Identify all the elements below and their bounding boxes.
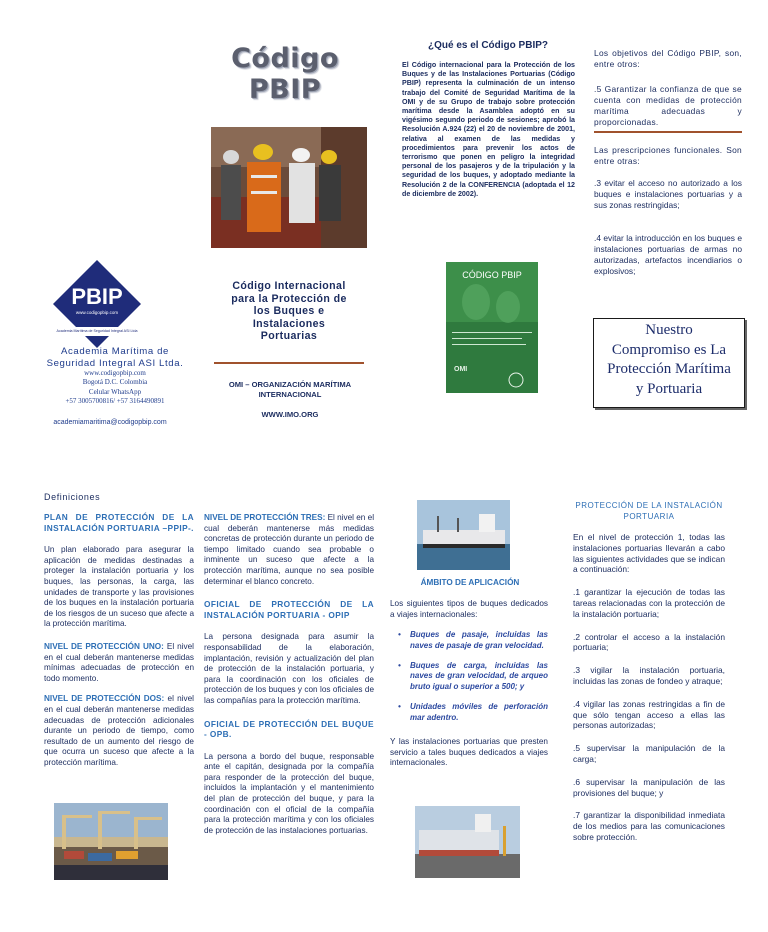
list-item: .5 supervisar la manipulación de la carga; — [573, 743, 725, 764]
level-one: NIVEL DE PROTECCIÓN UNO: El nivel en el cual deberán mantenerse medidas mínimas adecuadas de protección en todo momento. — [44, 641, 195, 683]
opip-title: OFICIAL DE PROTECCIÓN DE LA INSTALACIÓN PORTUARIA - OPIP — [204, 599, 374, 620]
opb-title: OFICIAL DE PROTECCIÓN DEL BUQUE - OPB. — [204, 718, 374, 740]
whatsapp-label: Celular WhatsApp — [88, 387, 142, 396]
port-intro: En el nivel de protección 1, todas las instalaciones portuarias llevarán a cabo las siguientes actividades que se indican a continuación: — [573, 532, 725, 575]
scope-outro: Y las instalaciones portuarias que presten servicio a tales buques dedicados a viajes internacionales. — [390, 737, 548, 768]
ppip-title: PLAN DE PROTECCIÓN DE LA INSTALACIÓN PORTUARIA –PPIP-. — [44, 512, 194, 533]
email-link[interactable]: academiamaritima@codigopbip.com — [53, 419, 167, 426]
code-book-cover — [446, 262, 538, 393]
list-item: • Buques de pasaje, incluidas las naves de pasaje de gran velocidad. — [396, 630, 548, 651]
level-two: NIVEL DE PROTECCIÓN DOS: el nivel en el cual deberán mantenerse medidas adecuadas de protección adicionales durante un periodo de tiempo, como resultado de un aumento del riesgo de que ocurra un suceso que afecte a la protección marítima. — [44, 694, 195, 767]
section-heading-que-es: ¿Qué es el Código PBIP? — [427, 40, 548, 51]
logo-text: PBIP — [71, 284, 123, 309]
pbip-logo — [51, 258, 143, 350]
book-omi: OMI — [454, 366, 468, 373]
logo-caption: Academia Marítima de Seguridad Integral ASI Ltda — [56, 329, 138, 333]
scope-heading: ÁMBITO DE APLICACIÓN — [420, 578, 520, 587]
workers-photo — [211, 127, 367, 248]
list-item: • Unidades móviles de perforación mar adentro. — [396, 702, 548, 723]
list-item: .1 garantizar la ejecución de todas las tareas relacionadas con la protección de la instalación portuaria; — [573, 587, 725, 619]
omi-name: OMI – ORGANIZACIÓN MARÍTIMA INTERNACIONAL — [228, 380, 352, 399]
book-title: CÓDIGO PBIP — [462, 270, 522, 280]
ship-dock-photo — [415, 806, 520, 878]
subtitle: Código Internacional para la Protección de los Buques e Instalaciones Portuarias — [231, 280, 347, 343]
scope-intro: Los siguientes tipos de buques dedicados a viajes internacionales: — [390, 599, 548, 619]
opb-text: La persona a bordo del buque, responsable ante el capitán, designada por la compañía para responder de la protección del buque, incluidos la implantación y el mantenimiento del plan de protección del buque, y para la coordinación con el oficial de la compañía para la protección marítima y con los oficiales de protección de las instalaciones portuarias. — [204, 751, 374, 835]
opip-text: La persona designada para asumir la responsabilidad de la elaboración, implantación, revisión y actualización del plan de protección de la instalación portuaria, y para la coordinación con los oficiales de protección de los buques y con los oficiales de las compañías para la protección marítima. — [204, 632, 374, 705]
city: Bogotá D.C. Colombia — [82, 378, 148, 387]
page-title: Código PBIP — [231, 43, 339, 105]
divider — [214, 362, 364, 364]
definitions-heading: Definiciones — [44, 492, 101, 502]
scope-list — [390, 630, 548, 723]
commitment-box: Nuestro Compromiso es La Protección Marítima y Portuaria — [593, 318, 745, 408]
imo-web-link[interactable]: WWW.IMO.ORG — [261, 410, 319, 419]
divider — [594, 131, 742, 133]
website-link[interactable]: www.codigopbip.com — [84, 369, 146, 377]
list-item: .2 controlar el acceso a la instalación portuaria; — [573, 631, 725, 653]
que-es-text: El Código internacional para la Protección de los Buques y de las Instalaciones Portuarias (Código PBIP) representa la culminación de un intenso trabajo del Comité de Seguridad Marítima de la OMI y de su Grupo de trabajo sobre protección marítima desde la Asamblea adoptó en su vigésimo segundo periodo de sesiones; aprobó la Resolución A.924 (22) el 20 de noviembre de 2001, relativa al examen de las medidas y procedimientos para prevenir los actos de terrorismo que ponen en peligro la integridad personal de los pasajeros y de la tripulación y la seguridad de los buques, y adoptado mediante la Resolución 2 de la CONFERENCIA (adoptada el 12 de diciembre de 2002). — [402, 61, 575, 198]
list-item: .3 vigilar la instalación portuaria, incluidas las zonas de fondeo y atraque; — [573, 665, 725, 686]
list-item: .6 supervisar la manipulación de las provisiones del buque; y — [573, 776, 725, 798]
functional-intro: Las prescripciones funcionales. Son entre otras: — [594, 145, 742, 166]
phone-numbers: +57 3005700816/ +57 3164490891 — [65, 396, 165, 405]
objectives-intro: Los objetivos del Código PBIP, son, entre otros: — [594, 48, 742, 69]
port-protection-heading: PROTECCIÓN DE LA INSTALACIÓN PORTUARIA — [575, 501, 723, 521]
list-item: • Buques de carga, incluidas las naves de gran velocidad, de arqueo bruto igual o superior a 500; y — [396, 661, 548, 692]
list-item: .4 vigilar las zonas restringidas a fin de que sólo tengan acceso a ellas las personas autorizadas; — [573, 698, 725, 731]
level-three: NIVEL DE PROTECCIÓN TRES: El nivel en el cual deberán mantenerse más medidas concretas de protección durante un periodo de tiempo limitado cuando sea probable o inminente un suceso que afecte a la protección marítima, aunque no sea posible determinar el blanco concreto. — [204, 513, 375, 586]
objective-5: .5 Garantizar la confianza de que se cuenta con medidas de protección marítima adecuadas y proporcionadas. — [594, 84, 742, 127]
requirement-4: .4 evitar la introducción en los buques e instalaciones portuarias de armas no autorizadas, artefactos incendiarios o explosivos; — [594, 233, 742, 276]
ppip-text: Un plan elaborado para asegurar la aplicación de medidas destinadas a proteger la instalación portuaria y los buques, las personas, la carga, las unidades de transporte y las provisiones de los buques en la instalación portuaria de los riesgos de un suceso que afecte a la protección marítima. — [44, 545, 194, 629]
requirement-3: .3 evitar el acceso no autorizado a los buques e instalaciones portuarias y a sus zonas restringidas; — [594, 178, 742, 210]
logo-url: www.codigopbip.com — [75, 310, 119, 315]
port-cranes-photo — [54, 803, 168, 880]
cargo-ship-photo — [417, 500, 510, 570]
list-item: .7 garantizar la disponibilidad inmediata de los medios para las comunicaciones sobre protección. — [573, 810, 725, 842]
org-name: Academia Marítima de Seguridad Integral ASI Ltda. — [46, 346, 184, 369]
